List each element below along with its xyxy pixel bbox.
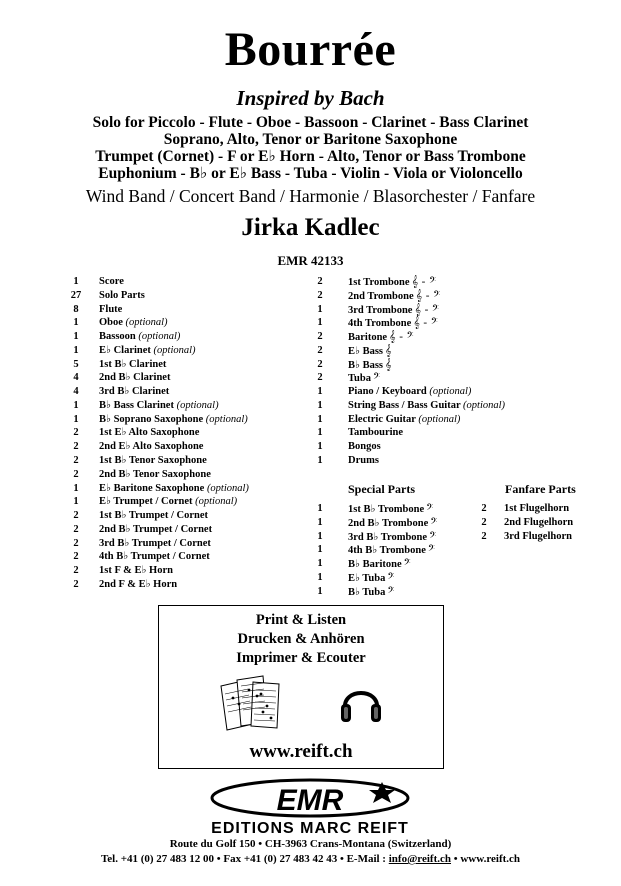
- part-name: E♭ Clarinet: [99, 344, 151, 356]
- part-optional-note: (optional): [176, 399, 219, 411]
- instrumentation-line-2: Soprano, Alto, Tenor or Baritone Saxophone: [163, 131, 458, 148]
- part-name: 1st B♭ Tenor Saxophone: [99, 455, 207, 466]
- part-name: 4th B♭ Trumpet / Cornet: [99, 551, 210, 563]
- part-quantity: 2: [73, 455, 79, 466]
- part-quantity: 2: [73, 468, 79, 480]
- part-quantity: 1: [73, 482, 79, 494]
- part-quantity: 8: [73, 303, 79, 315]
- clef-icon: 𝄢: [426, 502, 434, 515]
- clef-icon: 𝄞 - 𝄢: [414, 302, 440, 316]
- part-name: E♭ Bass: [348, 345, 384, 357]
- part-name: Electric Guitar: [348, 413, 416, 425]
- part-optional-note: (optional): [125, 317, 168, 329]
- promo-line-2: Drucken & Anhören: [237, 631, 365, 647]
- part-quantity: 2: [73, 441, 79, 453]
- part-quantity: 2: [317, 276, 323, 287]
- part-name: 2nd Trombone: [348, 290, 414, 302]
- part-quantity: 1: [73, 331, 79, 343]
- part-quantity: 1: [317, 317, 323, 329]
- part-quantity: 1: [317, 427, 323, 439]
- part-optional-note: (optional): [195, 496, 238, 508]
- part-name: 1st B♭ Clarinet: [99, 358, 167, 370]
- part-quantity: 1: [317, 441, 323, 453]
- part-name: 1st B♭ Trumpet / Cornet: [99, 510, 208, 522]
- part-name: Piano / Keyboard: [348, 386, 427, 398]
- part-quantity: 2: [481, 503, 487, 514]
- part-quantity: 1: [73, 276, 79, 287]
- part-name: 4th B♭ Trombone: [348, 545, 426, 557]
- clef-icon: 𝄢: [430, 515, 438, 529]
- clef-icon: 𝄢: [387, 570, 395, 584]
- part-quantity: 27: [70, 289, 82, 301]
- publisher-address: Route du Golf 150 • CH-3963 Crans-Montana (Switzerland): [169, 838, 452, 850]
- part-quantity: 4: [73, 372, 79, 384]
- contact-web: • www.reift.ch: [451, 853, 521, 865]
- part-quantity: 2: [317, 289, 323, 301]
- ensemble-line: Wind Band / Concert Band / Harmonie / Blasorchester / Fanfare: [85, 186, 536, 206]
- part-quantity: 2: [73, 565, 79, 577]
- instrumentation-line-4: Euphonium - B♭ or E♭ Bass - Tuba - Violin - Viola or Violoncello: [98, 165, 523, 182]
- part-name: E♭ Baritone Saxophone: [99, 482, 205, 494]
- clef-icon: 𝄞: [385, 357, 392, 371]
- clef-icon: 𝄢: [427, 543, 435, 557]
- logo-wordmark: EDITIONS MARC REIFT: [211, 820, 409, 836]
- part-quantity: 1: [73, 496, 79, 508]
- clef-icon: 𝄞 - 𝄢: [411, 275, 437, 288]
- part-quantity: 2: [481, 516, 487, 528]
- part-quantity: 1: [317, 571, 323, 583]
- part-quantity: 1: [317, 585, 323, 597]
- part-name: Tuba: [348, 373, 371, 385]
- part-quantity: 1: [317, 399, 323, 411]
- part-quantity: 1: [317, 303, 323, 315]
- part-name: 3rd B♭ Trumpet / Cornet: [99, 537, 211, 549]
- part-quantity: 1: [317, 413, 323, 425]
- part-name: B♭ Bass Clarinet: [99, 399, 174, 411]
- part-name: B♭ Baritone: [348, 559, 402, 571]
- part-quantity: 2: [481, 530, 487, 542]
- promo-line-3: Imprimer & Ecouter: [236, 650, 366, 666]
- part-name: 2nd F & E♭ Horn: [99, 578, 178, 590]
- part-quantity: 4: [73, 386, 79, 398]
- part-quantity: 1: [317, 455, 323, 466]
- part-optional-note: (optional): [153, 344, 196, 356]
- promo-line-1: Print & Listen: [255, 612, 347, 628]
- publisher-contact: [0, 853, 621, 866]
- part-name: Bassoon: [99, 331, 136, 343]
- part-quantity: 2: [73, 537, 79, 549]
- part-name: Bongos: [348, 441, 381, 453]
- part-name: 2nd E♭ Alto Saxophone: [99, 441, 204, 453]
- part-name: Flute: [99, 303, 123, 315]
- part-quantity: 1: [73, 413, 79, 425]
- part-name: 2nd B♭ Trombone: [348, 517, 429, 529]
- part-name: 2nd Flugelhorn: [504, 516, 574, 528]
- fanfare-parts-title: Fanfare Parts: [505, 482, 576, 496]
- clef-icon: 𝄢: [429, 529, 437, 543]
- part-name: Solo Parts: [99, 289, 145, 301]
- part-quantity: 2: [317, 358, 323, 370]
- part-name: B♭ Tuba: [348, 586, 386, 598]
- part-quantity: 5: [73, 358, 79, 370]
- print-listen-box: [158, 605, 444, 769]
- part-optional-note: (optional): [418, 413, 461, 425]
- part-quantity: 2: [73, 523, 79, 535]
- part-name: B♭ Bass: [348, 359, 384, 371]
- part-quantity: 1: [317, 544, 323, 556]
- part-name: 2nd B♭ Clarinet: [99, 372, 171, 384]
- part-quantity: 2: [73, 427, 79, 439]
- logo-mark: EMR: [276, 784, 344, 817]
- part-quantity: 2: [73, 578, 79, 590]
- editions-marc-reift-logo: [200, 776, 420, 836]
- contact-phone-fax: Tel. +41 (0) 27 483 12 00 • Fax +41 (0) 27 483 42 43 • E-Mail :: [100, 853, 389, 865]
- part-quantity: 2: [317, 331, 323, 343]
- piece-subtitle: Inspired by Bach: [236, 86, 385, 110]
- headphones-icon: [339, 676, 383, 728]
- part-name: 1st Trombone: [348, 277, 410, 288]
- part-name: 3rd B♭ Clarinet: [99, 386, 170, 398]
- part-quantity: 2: [73, 510, 79, 522]
- part-quantity: 1: [317, 558, 323, 570]
- part-name: 2nd B♭ Trumpet / Cornet: [99, 523, 213, 535]
- instrumentation-line-1: Solo for Piccolo - Flute - Oboe - Bassoon - Clarinet - Bass Clarinet: [92, 114, 529, 131]
- part-name: 3rd Trombone: [348, 304, 413, 316]
- part-name: 2nd B♭ Tenor Saxophone: [99, 468, 211, 480]
- part-name: Tambourine: [348, 427, 404, 439]
- clef-icon: 𝄢: [372, 371, 381, 385]
- part-name: Score: [99, 276, 124, 287]
- part-quantity: 2: [317, 344, 323, 356]
- part-name: 1st E♭ Alto Saxophone: [99, 427, 200, 439]
- part-name: E♭ Trumpet / Cornet: [99, 496, 193, 508]
- clef-icon: 𝄞 - 𝄢: [413, 316, 438, 330]
- part-name: 4th Trombone: [348, 318, 412, 330]
- part-optional-note: (optional): [463, 399, 506, 411]
- part-optional-note: (optional): [429, 386, 472, 398]
- part-quantity: 1: [317, 386, 323, 398]
- part-quantity: 2: [73, 551, 79, 563]
- part-name: 3rd Flugelhorn: [504, 530, 572, 542]
- part-quantity: 2: [317, 372, 323, 384]
- part-name: B♭ Soprano Saxophone: [99, 413, 204, 425]
- part-quantity: 1: [317, 530, 323, 542]
- part-quantity: 1: [317, 516, 323, 528]
- part-name: 1st B♭ Trombone: [348, 504, 425, 515]
- clef-icon: 𝄢: [387, 584, 395, 598]
- part-quantity: 1: [317, 503, 323, 514]
- composer-name: Jirka Kadlec: [241, 214, 380, 241]
- part-quantity: 1: [73, 399, 79, 411]
- email-link[interactable]: info@reift.ch: [388, 853, 452, 865]
- part-name: 1st Flugelhorn: [504, 503, 570, 514]
- part-name: Baritone: [348, 332, 388, 344]
- part-optional-note: (optional): [205, 413, 248, 425]
- part-name: String Bass / Bass Guitar: [348, 399, 461, 411]
- clef-icon: 𝄢: [403, 557, 411, 571]
- sheet-music-icon: [217, 674, 287, 732]
- part-name: E♭ Tuba: [348, 572, 386, 584]
- catalog-number: EMR 42133: [277, 253, 344, 268]
- piece-title: Bourrée: [224, 23, 397, 76]
- part-quantity: 1: [73, 317, 79, 329]
- part-name: 1st F & E♭ Horn: [99, 565, 173, 577]
- part-quantity: 1: [73, 344, 79, 356]
- part-name: Oboe: [99, 317, 123, 329]
- part-optional-note: (optional): [206, 482, 249, 494]
- part-name: Drums: [348, 455, 379, 466]
- clef-icon: 𝄞 - 𝄢: [389, 330, 414, 344]
- part-optional-note: (optional): [138, 331, 181, 343]
- clef-icon: 𝄞: [385, 343, 392, 357]
- website-link[interactable]: www.reift.ch: [249, 741, 353, 762]
- clef-icon: 𝄞 - 𝄢: [415, 288, 441, 302]
- instrumentation-line-3: Trumpet (Cornet) - F or E♭ Horn - Alto, Tenor or Bass Trombone: [95, 148, 526, 165]
- special-parts-title: Special Parts: [348, 482, 415, 496]
- part-name: 3rd B♭ Trombone: [348, 531, 428, 543]
